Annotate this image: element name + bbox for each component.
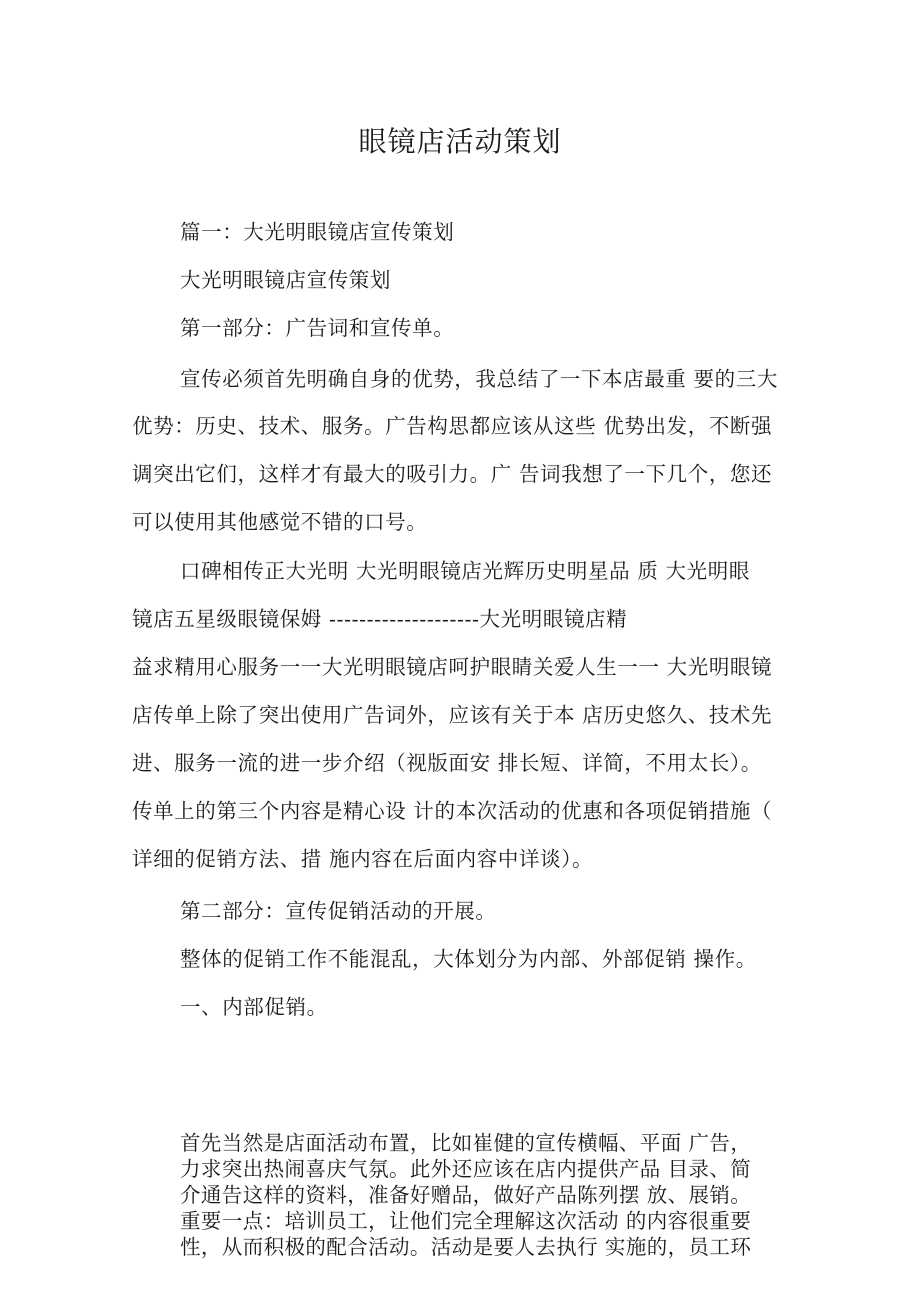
internal-promotion-paragraph	[180, 1130, 800, 1260]
paragraph-line: 力求突出热闹喜庆气氛。此外还应该在店内提供产品 目录、简	[180, 1157, 752, 1181]
paragraph-line: 宣传必须首先明确自身的优势，我总结了一下本店最重 要的三大	[180, 367, 778, 391]
document-title: 眼镜店活动策划	[358, 125, 562, 158]
paragraph-line: 可以使用其他感觉不错的口号。	[132, 510, 428, 534]
paragraph-line: 调突出它们，这样才有最大的吸引力。广 告词我想了一下几个，您还	[132, 462, 773, 486]
paragraph-line: 镜店五星级眼镜保姆 --------------------大光明眼镜店精	[132, 607, 628, 631]
internal-promotion-heading: 一、内部促销。	[180, 995, 328, 1019]
section-heading-1: 篇一：大光明眼镜店宣传策划	[180, 220, 455, 244]
paragraph-line: 详细的促销方法、措 施内容在后面内容中详谈）。	[132, 847, 594, 871]
paragraph-line: 重要一点：培训员工，让他们完全理解这次活动 的内容很重要	[180, 1209, 752, 1233]
paragraph-line: 口碑相传正大光明 大光明眼镜店光辉历史明星品 质 大光明眼	[180, 559, 750, 583]
part-one-heading: 第一部分：广告词和宣传单。	[180, 316, 455, 340]
paragraph-line: 首先当然是店面活动布置，比如崔健的宣传横幅、平面 广告，	[180, 1131, 752, 1155]
part-two-heading: 第二部分：宣传促销活动的开展。	[180, 899, 497, 923]
paragraph-line: 优势：历史、技术、服务。广告构思都应该从这些 优势出发，不断强	[132, 414, 773, 438]
paragraph-line: 店传单上除了突出使用广告词外，应该有关于本 店历史悠久、技术先	[132, 703, 773, 727]
paragraph-line: 整体的促销工作不能混乱，大体划分为内部、外部促销 操作。	[180, 947, 757, 971]
subheading: 大光明眼镜店宣传策划	[180, 268, 391, 292]
paragraph-line: 益求精用心服务一一大光明眼镜店呵护眼睛关爱人生一一 大光明眼镜	[132, 655, 773, 679]
paragraph-line: 介通告这样的资料，准备好赠品，做好产品陈列摆 放、展销。	[180, 1183, 752, 1207]
paragraph-line: 进、服务一流的进一步介绍（视版面安 排长短、详简，不用太长）。	[132, 751, 762, 775]
paragraph-line: 性，从而积极的配合活动。活动是要人去执行 实施的，员工环	[180, 1235, 752, 1259]
paragraph-line: 传单上的第三个内容是精心设 计的本次活动的优惠和各项促销措施（	[132, 799, 773, 823]
